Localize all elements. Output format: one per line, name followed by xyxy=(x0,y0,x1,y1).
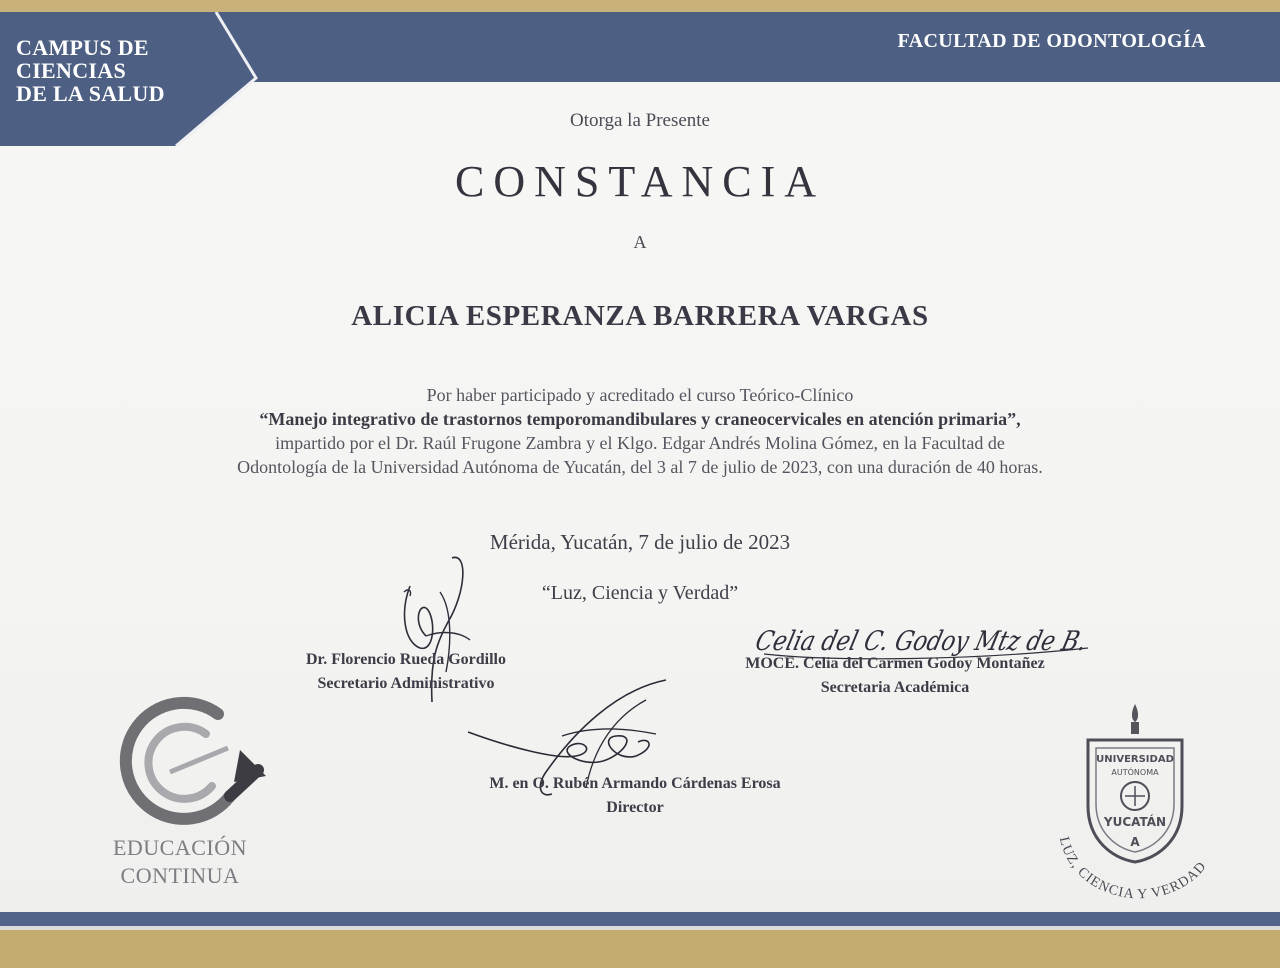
signatory-role: Secretaria Académica xyxy=(820,679,970,696)
to-label: A xyxy=(633,232,647,252)
faculty-title: FACULTAD DE ODONTOLOGÍA xyxy=(897,30,1206,52)
logo-line-1: EDUCACIÓN xyxy=(112,835,248,860)
campus-title: CAMPUS DE CIENCIAS DE LA SALUD xyxy=(16,35,165,106)
seal-ring-top: UNIVERSIDAD xyxy=(1096,754,1174,765)
certificate-body xyxy=(0,383,1280,479)
signatory-godoy xyxy=(700,652,1090,700)
signatory-cardenas xyxy=(430,772,840,820)
body-line-3: impartido por el Dr. Raúl Frugone Zambra y el Klgo. Edgar Andrés Molina Gómez, en la Facultad de xyxy=(275,433,1005,453)
course-title: “Manejo integrativo de trastornos temporomandibulares y craneocervicales en atención primaria”, xyxy=(259,409,1021,429)
educacion-continua-text xyxy=(96,834,264,890)
intro-text: Otorga la Presente xyxy=(570,110,710,131)
bottom-gold-stripe xyxy=(0,930,1280,968)
signatory-name: Dr. Florencio Rueda Gordillo xyxy=(306,651,506,668)
signature-godoy-script: Celia del C. Godoy Mtz de B. xyxy=(752,626,1153,657)
svg-text:LUZ, CIENCIA Y VERDAD xyxy=(1056,835,1210,902)
motto: “Luz, Ciencia y Verdad” xyxy=(541,582,739,604)
seal-motto xyxy=(1040,790,1240,910)
seal-ring-mid: AUTÓNOMA xyxy=(1111,768,1159,777)
bottom-blue-stripe xyxy=(0,912,1280,926)
signatory-role: Secretario Administrativo xyxy=(317,675,495,692)
seal-motto-text: LUZ, CIENCIA Y VERDAD xyxy=(1055,835,1210,903)
signatory-name: M. en O. Rubén Armando Cárdenas Erosa xyxy=(489,775,781,792)
svg-text:A: A xyxy=(1130,835,1140,849)
top-gold-stripe xyxy=(0,0,1280,12)
place-date: Mérida, Yucatán, 7 de julio de 2023 xyxy=(489,530,791,554)
signatory-role: Director xyxy=(606,799,664,816)
signatory-name: MOCE. Celia del Carmen Godoy Montañez xyxy=(745,655,1045,672)
seal-ring-bottom: YUCATÁN xyxy=(1103,815,1167,829)
certificate-title: CONSTANCIA xyxy=(454,157,826,206)
body-line-1: Por haber participado y acreditado el curso Teórico-Clínico xyxy=(426,385,854,405)
educacion-continua-logo-icon xyxy=(108,700,268,830)
body-line-4: Odontología de la Universidad Autónoma de Yucatán, del 3 al 7 de julio de 2023, con una duración de 40 horas. xyxy=(237,457,1043,477)
logo-line-2: CONTINUA xyxy=(120,863,240,888)
recipient-name: ALICIA ESPERANZA BARRERA VARGAS xyxy=(351,300,929,332)
